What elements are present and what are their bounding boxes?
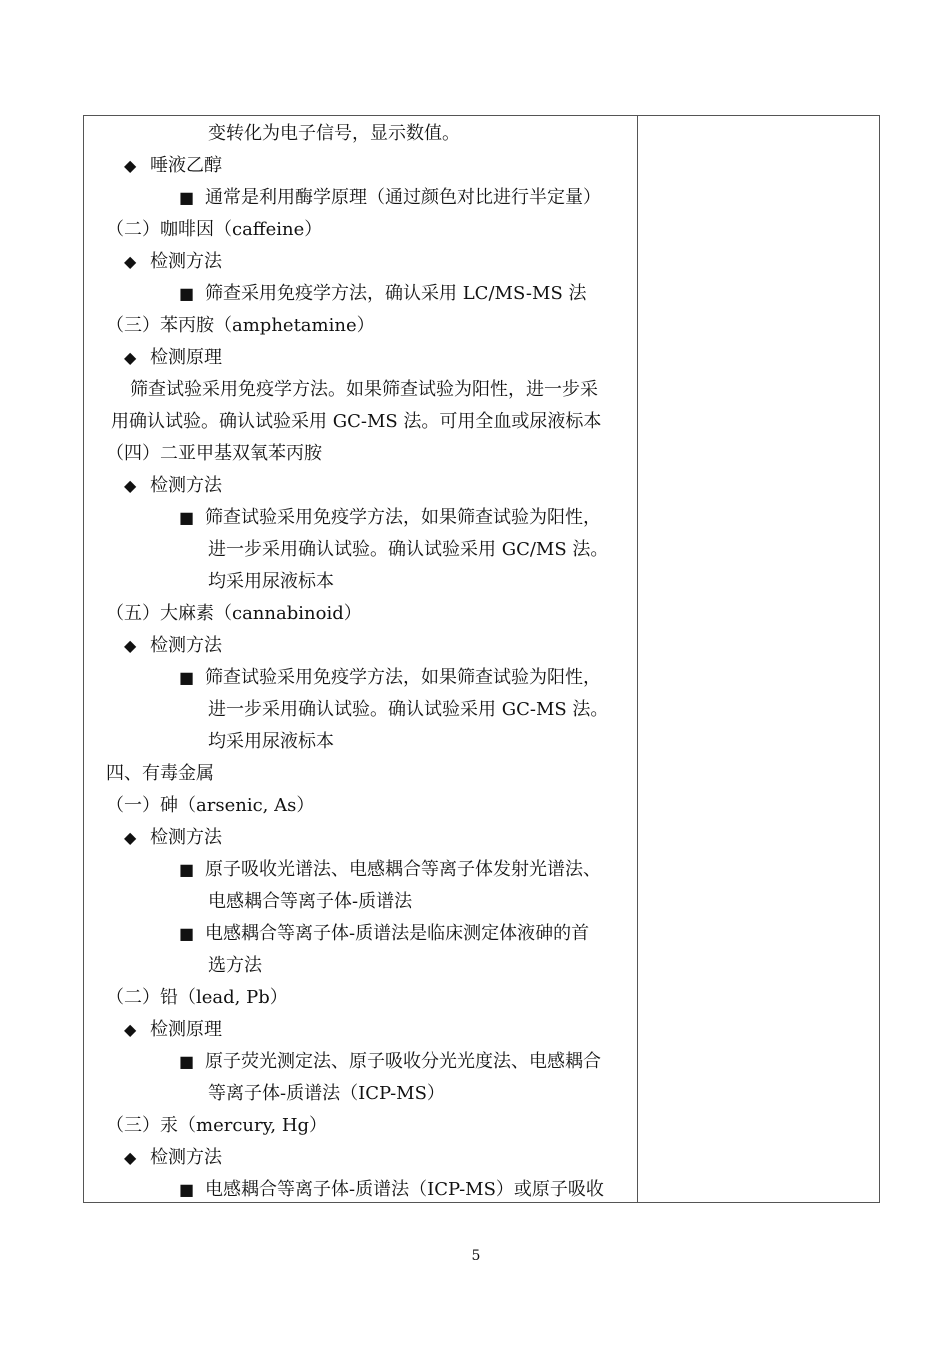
square-item [179, 662, 601, 694]
line-text: 选方法 [208, 955, 262, 976]
section-heading [106, 1110, 327, 1142]
line-text: 检测方法 [150, 827, 222, 848]
square-bullet-icon: ■ [179, 508, 195, 527]
line-text: 电感耦合等离子体-质谱法 [208, 891, 413, 912]
line-text: 原子荧光测定法、原子吸收分光光度法、电感耦合 [205, 1051, 601, 1072]
column-divider [637, 116, 638, 1202]
section-heading [106, 758, 214, 790]
line-text: （二）咖啡因（caffeine） [106, 219, 323, 240]
diamond-item [124, 246, 222, 278]
line-text: （三）苯丙胺（amphetamine） [106, 315, 375, 336]
line-text: 检测原理 [150, 347, 222, 368]
diamond-bullet-icon: ◆ [124, 828, 137, 847]
square-item [179, 854, 601, 886]
line-text: 进一步采用确认试验。确认试验采用 GC-MS 法。 [208, 699, 609, 720]
square-bullet-icon: ■ [179, 924, 195, 943]
line-text: 筛查试验采用免疫学方法，如果筛查试验为阳性， [205, 507, 601, 528]
section-heading [106, 438, 322, 470]
paragraph-text [130, 374, 598, 406]
line-text: （三）汞（mercury, Hg） [106, 1115, 328, 1136]
line-text: 通常是利用酶学原理（通过颜色对比进行半定量） [205, 187, 601, 208]
line-text: 筛查试验采用免疫学方法。如果筛查试验为阳性，进一步采 [130, 379, 598, 400]
square-item [179, 918, 589, 950]
continuation-text [208, 118, 460, 150]
line-text: 检测方法 [150, 475, 222, 496]
diamond-bullet-icon: ◆ [124, 1148, 137, 1167]
square-item [179, 1046, 601, 1078]
line-text: 检测方法 [150, 1147, 222, 1168]
square-bullet-icon: ■ [179, 668, 195, 687]
diamond-item [124, 1142, 222, 1174]
diamond-bullet-icon: ◆ [124, 1020, 137, 1039]
square-bullet-icon: ■ [179, 188, 195, 207]
line-text: 进一步采用确认试验。确认试验采用 GC/MS 法。 [208, 539, 609, 560]
line-text: （五）大麻素（cannabinoid） [106, 603, 362, 624]
square-bullet-icon: ■ [179, 1180, 195, 1199]
line-text: 用确认试验。确认试验采用 GC-MS 法。可用全血或尿液标本 [111, 411, 602, 432]
continuation-text [208, 566, 334, 598]
square-bullet-icon: ■ [179, 1052, 195, 1071]
continuation-text [208, 950, 262, 982]
paragraph-text [111, 406, 601, 438]
line-text: 电感耦合等离子体-质谱法（ICP-MS）或原子吸收 [205, 1179, 604, 1200]
continuation-text [208, 886, 412, 918]
continuation-text [208, 726, 334, 758]
section-heading [106, 214, 322, 246]
line-text: （二）铅（lead, Pb） [106, 987, 288, 1008]
section-heading [106, 982, 288, 1014]
square-item [179, 278, 587, 310]
line-text: 等离子体-质谱法（ICP-MS） [208, 1083, 445, 1104]
square-bullet-icon: ■ [179, 284, 195, 303]
diamond-bullet-icon: ◆ [124, 156, 137, 175]
square-item [179, 182, 601, 214]
section-heading [106, 598, 362, 630]
line-text: 筛查采用免疫学方法，确认采用 LC/MS-MS 法 [205, 283, 587, 304]
section-heading [106, 310, 375, 342]
diamond-item [124, 1014, 222, 1046]
diamond-bullet-icon: ◆ [124, 476, 137, 495]
continuation-text [208, 694, 608, 726]
diamond-bullet-icon: ◆ [124, 252, 137, 271]
line-text: 原子吸收光谱法、电感耦合等离子体发射光谱法、 [205, 859, 601, 880]
diamond-item [124, 470, 222, 502]
section-heading [106, 790, 314, 822]
line-text: 变转化为电子信号，显示数值。 [208, 123, 460, 144]
line-text: 电感耦合等离子体-质谱法是临床测定体液砷的首 [205, 923, 590, 944]
line-text: 均采用尿液标本 [208, 571, 334, 592]
square-item [179, 502, 601, 534]
line-text: （一）砷（arsenic, As） [106, 795, 315, 816]
line-text: 唾液乙醇 [150, 155, 222, 176]
square-bullet-icon: ■ [179, 860, 195, 879]
content-table [83, 115, 880, 1203]
line-text: 筛查试验采用免疫学方法，如果筛查试验为阳性， [205, 667, 601, 688]
diamond-item [124, 630, 222, 662]
continuation-text [208, 1078, 445, 1110]
diamond-item [124, 822, 222, 854]
line-text: 四、有毒金属 [106, 763, 214, 784]
line-text: （四）二亚甲基双氧苯丙胺 [106, 443, 322, 464]
line-text: 检测方法 [150, 635, 222, 656]
square-item [179, 1174, 604, 1206]
diamond-item [124, 150, 222, 182]
diamond-bullet-icon: ◆ [124, 348, 137, 367]
line-text: 检测方法 [150, 251, 222, 272]
continuation-text [208, 534, 608, 566]
line-text: 检测原理 [150, 1019, 222, 1040]
line-text: 均采用尿液标本 [208, 731, 334, 752]
page-number: 5 [471, 1248, 481, 1264]
diamond-item [124, 342, 222, 374]
diamond-bullet-icon: ◆ [124, 636, 137, 655]
